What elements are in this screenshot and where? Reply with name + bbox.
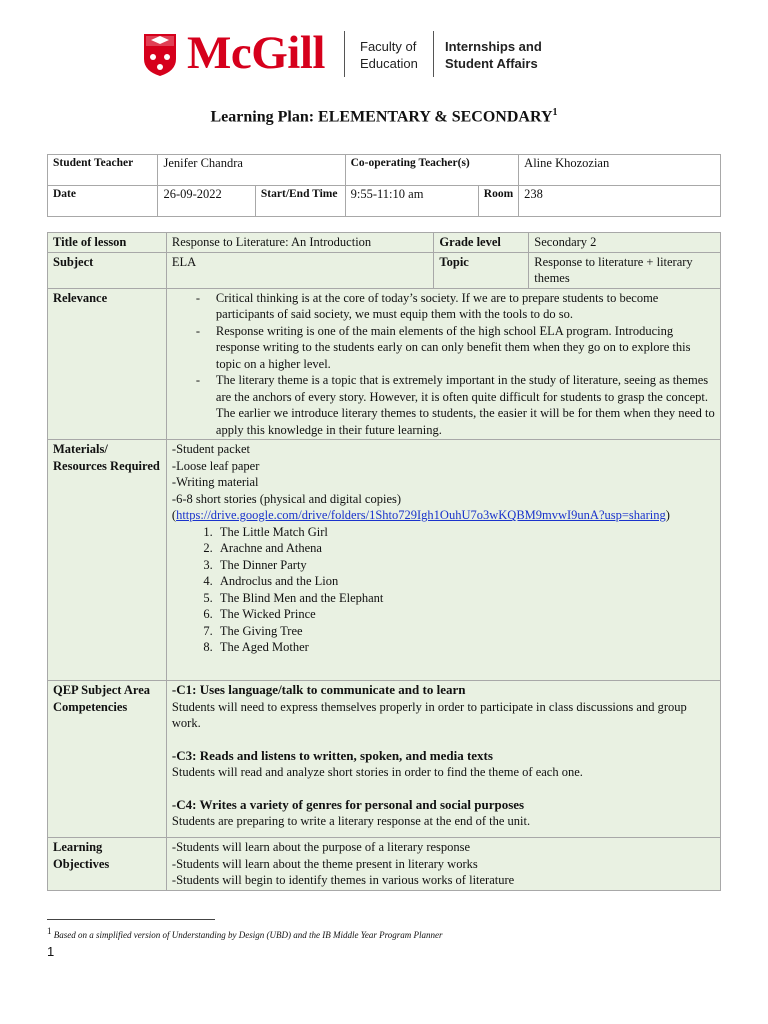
list-item: -6-8 short stories (physical and digital copies) (171, 491, 402, 506)
unit-label (445, 38, 542, 72)
list-item: 8. The Aged Mother (216, 639, 715, 656)
footnote (47, 926, 443, 940)
relevance-content (166, 288, 720, 440)
footnote-divider (47, 919, 215, 920)
faculty-label (360, 38, 418, 72)
header-logo-block (143, 27, 583, 83)
list-item: -Student packet (171, 442, 251, 456)
table-row (48, 838, 721, 891)
list-item: -Writing material (171, 475, 259, 489)
footnote-mark: 1 (552, 107, 558, 118)
table-row (48, 288, 721, 440)
list-item: 6. The Wicked Prince (216, 606, 715, 623)
list-item: 1. The Little Match Girl (216, 524, 715, 541)
time-label: Start/End Time (255, 186, 345, 217)
footnote-text: Based on a simplified version of Understanding by Design (UBD) and the IB Middle Year Program Planner (53, 930, 443, 940)
page-title (0, 107, 768, 126)
divider (344, 31, 345, 77)
paren-close: ) (665, 508, 670, 522)
list-item: -Loose leaf paper (171, 458, 260, 473)
coop-teacher-label: Co-operating Teacher(s) (345, 155, 519, 186)
mcgill-crest-icon (143, 33, 177, 77)
table-row (48, 233, 721, 253)
short-stories-list (172, 524, 715, 656)
list-item: - Critical thinking is at the core of today’s society. If we are to prepare students to become participants of said society, we must equip them with the tools to do so. (216, 290, 715, 323)
faculty-line-1: Faculty of (360, 39, 417, 54)
learning-plan-table (47, 232, 721, 891)
paren-open: ( (171, 508, 177, 522)
list-item: 7. The Giving Tree (216, 623, 715, 640)
time-value: 9:55-11:10 am (345, 186, 478, 217)
qep-competencies-content (166, 681, 720, 838)
competency-c3-title: -C3: Reads and listens to written, spoken, and media texts (171, 747, 493, 763)
lesson-title-label: Title of lesson (48, 233, 167, 253)
competency-c1-title: -C1: Uses language/talk to communicate and to learn (171, 682, 466, 697)
list-item: 2. Arachne and Athena (216, 540, 715, 557)
link-line (172, 507, 715, 524)
page-title-text: Learning Plan: ELEMENTARY & SECONDARY (210, 108, 553, 126)
learning-objectives-label: Learning Objectives (48, 838, 167, 891)
room-value: 238 (519, 186, 721, 217)
student-teacher-value: Jenifer Chandra (158, 155, 345, 186)
page-number: 1 (47, 944, 55, 959)
table-row (48, 440, 721, 681)
list-item: 3. The Dinner Party (216, 557, 715, 574)
faculty-line-2: Education (360, 56, 418, 71)
subject-value: ELA (166, 252, 434, 288)
table-row (48, 186, 721, 217)
list-item: 5. The Blind Men and the Elephant (216, 590, 715, 607)
teacher-info-table (47, 154, 721, 217)
drive-folder-link[interactable]: https://drive.google.com/drive/folders/1Shto729Igh1OuhU7o3wKQBM9mvwI9unA?usp=sharing (176, 508, 666, 522)
list-item: -Students will begin to identify themes in various works of literature (171, 873, 515, 887)
competency-c4-text: Students are preparing to write a literary response at the end of the unit. (171, 814, 531, 828)
list-item: - Response writing is one of the main elements of the high school ELA program. Introducing response writing to the students early on can only benefit them when they go on to explore this topic on a higher level. (216, 323, 715, 373)
mcgill-wordmark: McGill (187, 27, 325, 79)
student-teacher-label: Student Teacher (48, 155, 158, 186)
topic-label: Topic (434, 252, 529, 288)
table-row (48, 681, 721, 838)
relevance-label: Relevance (48, 288, 167, 440)
room-label: Room (478, 186, 518, 217)
topic-value: Response to literature + literary themes (529, 252, 721, 288)
date-value: 26-09-2022 (158, 186, 255, 217)
materials-label: Materials/ Resources Required (48, 440, 167, 681)
competency-c1-text: Students will need to express themselves properly in order to participate in class discussions and group work. (171, 699, 687, 730)
learning-objectives-content (166, 838, 720, 891)
competency-c3-text: Students will read and analyze short stories in order to find the theme of each one. (171, 765, 583, 779)
qep-competencies-label: QEP Subject Area Competencies (48, 681, 167, 838)
footnote-number: 1 (47, 926, 52, 936)
table-row (48, 252, 721, 288)
grade-level-value: Secondary 2 (529, 233, 721, 253)
relevance-list (172, 290, 715, 439)
list-item: - The literary theme is a topic that is extremely important in the study of literature, seeing as themes are the anchors of every story. However, it is often quite difficult for students to grasp the concept. The earlier we introduce literary themes to students, the easier it will be for them when they need to apply this knowledge in their future learning. (216, 372, 715, 438)
lesson-title-value: Response to Literature: An Introduction (166, 233, 434, 253)
competency-c4-title: -C4: Writes a variety of genres for personal and social purposes (171, 796, 525, 812)
coop-teacher-value: Aline Khozozian (519, 155, 721, 186)
unit-line-1: Internships and (445, 39, 542, 54)
list-item: -Students will learn about the purpose of a literary response (171, 840, 471, 854)
subject-label: Subject (48, 252, 167, 288)
materials-content (166, 440, 720, 681)
table-row (48, 155, 721, 186)
unit-line-2: Student Affairs (445, 56, 538, 71)
grade-level-label: Grade level (434, 233, 529, 253)
date-label: Date (48, 186, 158, 217)
list-item: 4. Androclus and the Lion (216, 573, 715, 590)
divider (433, 31, 434, 77)
list-item: -Students will learn about the theme present in literary works (171, 856, 478, 871)
